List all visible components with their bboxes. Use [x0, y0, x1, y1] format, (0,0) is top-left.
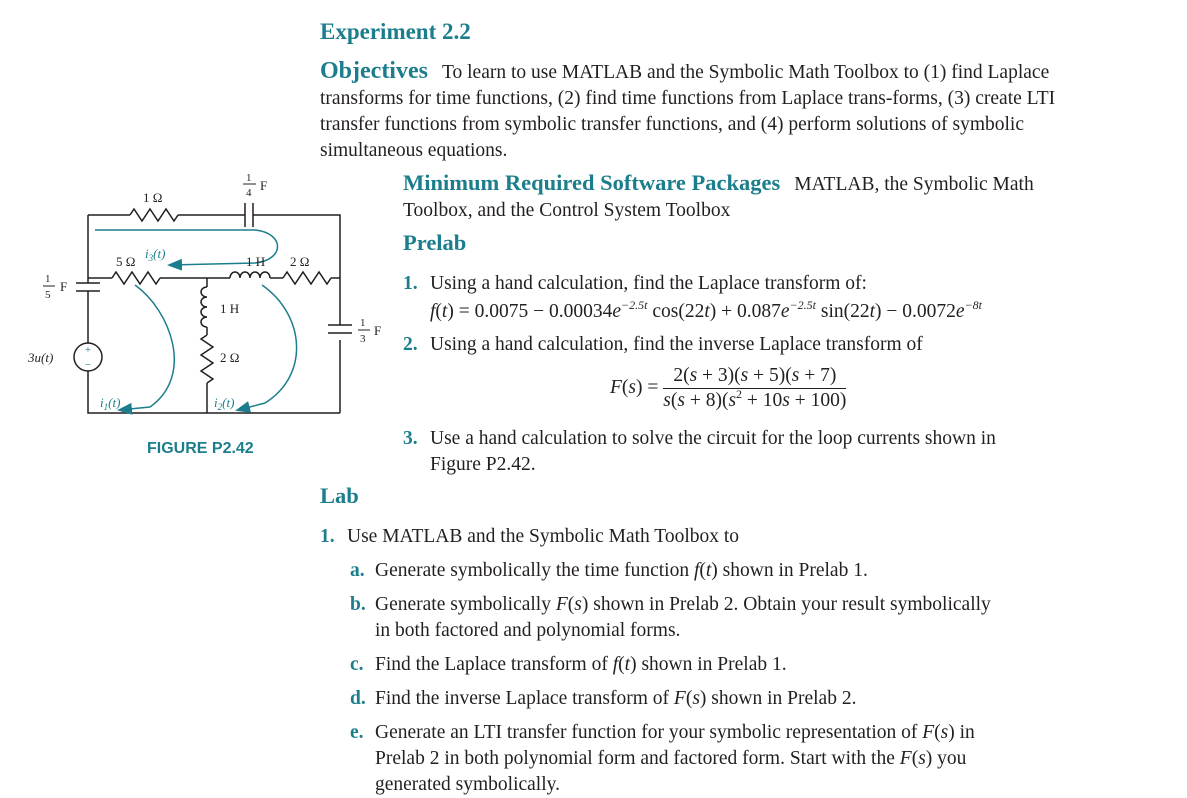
prelab-item1-num: 1.: [403, 273, 418, 294]
label-source: 3u(t): [28, 350, 54, 365]
lab-b-letter: b.: [350, 594, 366, 615]
figure-caption: FIGURE P2.42: [147, 440, 254, 457]
inductor-1h-vertical: [201, 287, 207, 327]
lab-a-letter: a.: [350, 560, 365, 581]
label-cap-fifth-den: 5: [45, 289, 51, 301]
min-req-text: MATLAB, the Symbolic Math Toolbox, and the Control System Toolbox: [403, 174, 1034, 221]
label-cap-third-unit: F: [374, 323, 382, 338]
prelab-item3-line1: Use a hand calculation to solve the circuit for the loop currents shown in: [430, 428, 996, 449]
lab-b-line1: Generate symbolically F(s) shown in Prelab 2. Obtain your result symbolically: [375, 594, 991, 615]
label-r1: 1 Ω: [143, 190, 163, 205]
lab-item1-text: Use MATLAB and the Symbolic Math Toolbox to: [347, 526, 740, 547]
inductor-1h-horizontal: [230, 272, 270, 278]
lab-c-suffix: shown in Prelab 1.: [641, 654, 787, 675]
label-cap-fifth-num: 1: [45, 273, 51, 285]
label-l1-horizontal: 1 H: [246, 254, 266, 269]
label-i3: $i_3(t)$: [145, 246, 166, 263]
resistor-2-ohm-vertical: [201, 335, 213, 383]
label-cap-quarter-num: 1: [246, 172, 252, 184]
min-req-paragraph: [403, 170, 1083, 224]
objectives-paragraph: [320, 58, 1080, 164]
loop-arrow-i2: [238, 285, 297, 410]
loop-arrow-i1: [120, 285, 174, 410]
lab-item1-num: 1.: [320, 526, 335, 547]
lab-b-line2: in both factored and polynomial forms.: [375, 620, 681, 641]
lab-heading: Lab: [320, 483, 359, 508]
prelab-item2-text: Using a hand calculation, find the inverse Laplace transform of: [430, 334, 923, 355]
prelab-equation-f-t: $f(t) = 0.0075 - 0.00034e^{-2.5t}$ $\cos(22t) + 0.087e^{-2.5t}$ $\sin(22t) - 0.0072e^{-8t}$: [430, 298, 983, 322]
lab-e-letter: e.: [350, 722, 364, 743]
label-i2: $i_2(t)$: [214, 395, 235, 412]
prelab-item3-line2: Figure P2.42.: [430, 454, 536, 475]
lab-e-line2: Prelab 2 in both polynomial form and factored form. Start with the F(s) you: [375, 748, 967, 769]
label-r2-top: 2 Ω: [290, 254, 310, 269]
label-cap-fifth-unit: F: [60, 279, 68, 294]
experiment-title: Experiment 2.2: [320, 19, 471, 44]
objectives-heading: Objectives: [320, 58, 428, 84]
resistor-2-ohm-top: [283, 272, 331, 284]
capacitor-fifth-f: [76, 283, 100, 291]
label-l1-vertical: 1 H: [220, 301, 240, 316]
label-r5: 5 Ω: [116, 254, 136, 269]
source-minus: −: [84, 359, 92, 371]
objectives-text: To learn to use MATLAB and the Symbolic Math Toolbox to (1) find Laplace transforms for time functions, (2) find time functions from Laplace trans-forms, (3) create LTI transfer functions from symbolic transfer functions, and (4) perform solutions of symbolic simultaneous equations.: [320, 62, 1056, 161]
label-cap-quarter-den: 4: [246, 187, 252, 199]
lab-d-letter: d.: [350, 688, 366, 709]
prelab-heading: Prelab: [403, 230, 467, 255]
lab-c-text: Find the Laplace transform of f(t) shown in Prelab 1.: [375, 654, 787, 675]
prelab-item2-num: 2.: [403, 334, 418, 355]
lab-a-suffix: shown in Prelab 1.: [722, 560, 868, 581]
label-r2-vertical: 2 Ω: [220, 350, 240, 365]
lab-a-text: Generate symbolically the time function f(t) shown in Prelab 1.: [375, 560, 868, 581]
label-cap-third-num: 1: [360, 317, 366, 329]
prelab-item1-text: Using a hand calculation, find the Laplace transform of:: [430, 273, 867, 294]
lab-d-text: Find the inverse Laplace transform of F(s) shown in Prelab 2.: [375, 688, 857, 709]
label-i1: $i_1(t)$: [100, 395, 121, 412]
circuit-diagram: [0, 165, 400, 430]
prelab-equation-F-s: F(s) = $\frac{2(s + 3)(s + 5)(s + 7)}{s(s + 8)(s^2 + 10s + 100)}$: [610, 365, 847, 411]
capacitor-quarter-f: [245, 203, 253, 227]
min-req-heading: Minimum Required Software Packages: [403, 170, 781, 195]
source-plus: +: [84, 344, 92, 356]
resistor-5-ohm: [112, 272, 160, 284]
lab-e-line3: generated symbolically.: [375, 774, 561, 795]
resistor-1-ohm: [130, 209, 178, 221]
label-cap-quarter-unit: F: [260, 178, 268, 193]
lab-e-line1: Generate an LTI transfer function for your symbolic representation of F(s) in: [375, 722, 975, 743]
lab-c-letter: c.: [350, 654, 364, 675]
prelab-item3-num: 3.: [403, 428, 418, 449]
label-cap-third-den: 3: [360, 333, 366, 345]
lab-d-suffix: shown in Prelab 2.: [711, 688, 857, 709]
